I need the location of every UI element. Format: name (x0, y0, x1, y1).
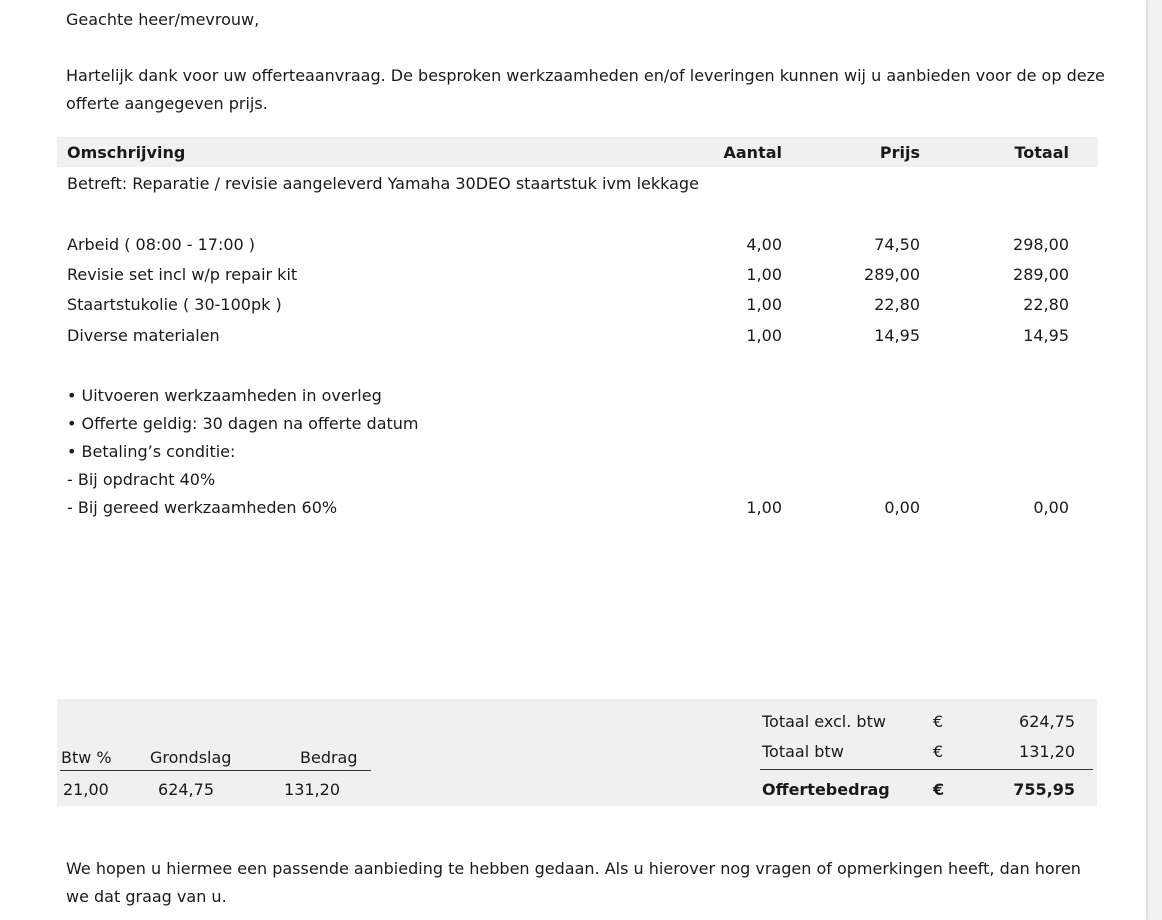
row-description: Arbeid ( 08:00 - 17:00 ) (67, 235, 256, 254)
row-description: Staartstukolie ( 30-100pk ) (67, 295, 282, 314)
notes-total: 0,00 (1033, 498, 1069, 517)
row-total: 289,00 (1013, 265, 1069, 284)
notes-price: 0,00 (884, 498, 920, 517)
row-description: Diverse materialen (67, 326, 220, 345)
vat-header-rule (60, 770, 371, 771)
note-line: • Offerte geldig: 30 dagen na offerte datum (67, 414, 419, 433)
table-header-bar (57, 137, 1098, 167)
row-price: 14,95 (874, 326, 920, 345)
row-price: 74,50 (874, 235, 920, 254)
total-excl-value: 624,75 (1019, 712, 1075, 731)
header-total: Totaal (1014, 143, 1069, 162)
salutation: Geachte heer/mevrouw, (66, 10, 260, 29)
row-quantity: 1,00 (746, 295, 782, 314)
closing-paragraph: We hopen u hiermee een passende aanbieding te hebben gedaan. Als u hierover nog vragen of opmerkingen heeft, dan horen we dat graag van u. (66, 859, 1081, 906)
vat-header-rate: Btw % (61, 748, 112, 767)
row-quantity: 4,00 (746, 235, 782, 254)
total-vat-currency: € (933, 742, 944, 761)
note-line: - Bij opdracht 40% (67, 470, 216, 489)
row-description: Revisie set incl w/p repair kit (67, 265, 298, 284)
row-total: 14,95 (1023, 326, 1069, 345)
vat-amount: 131,20 (284, 780, 340, 799)
subject-line: Betreft: Reparatie / revisie aangeleverd Yamaha 30DEO staartstuk ivm lekkage (67, 174, 699, 193)
total-excl-currency: € (933, 712, 944, 731)
offer-amount-currency: € (933, 780, 945, 799)
note-line: • Uitvoeren werkzaamheden in overleg (67, 386, 382, 405)
header-description: Omschrijving (67, 143, 186, 162)
notes-quantity: 1,00 (746, 498, 782, 517)
header-quantity: Aantal (723, 143, 782, 162)
header-price: Prijs (879, 143, 920, 162)
offer-amount-value: 755,95 (1013, 780, 1075, 799)
total-vat-value: 131,20 (1019, 742, 1075, 761)
note-line: • Betaling’s conditie: (67, 442, 236, 461)
note-line: - Bij gereed werkzaamheden 60% (67, 498, 338, 517)
row-price: 289,00 (864, 265, 920, 284)
totals-rule (760, 769, 1093, 770)
vat-header-amount: Bedrag (300, 748, 358, 767)
vat-rate: 21,00 (63, 780, 109, 799)
row-quantity: 1,00 (746, 265, 782, 284)
total-vat-label: Totaal btw (762, 742, 844, 761)
row-quantity: 1,00 (746, 326, 782, 345)
row-total: 22,80 (1023, 295, 1069, 314)
row-price: 22,80 (874, 295, 920, 314)
intro-paragraph: Hartelijk dank voor uw offerteaanvraag. De besproken werkzaamheden en/of leveringen kunnen wij u aanbieden voor de op deze offerte aangegeven prijs. (66, 66, 1105, 113)
row-total: 298,00 (1013, 235, 1069, 254)
total-excl-label: Totaal excl. btw (762, 712, 886, 731)
offer-amount-label: Offertebedrag (762, 780, 890, 799)
vat-header-base: Grondslag (150, 748, 232, 767)
vat-base: 624,75 (158, 780, 214, 799)
